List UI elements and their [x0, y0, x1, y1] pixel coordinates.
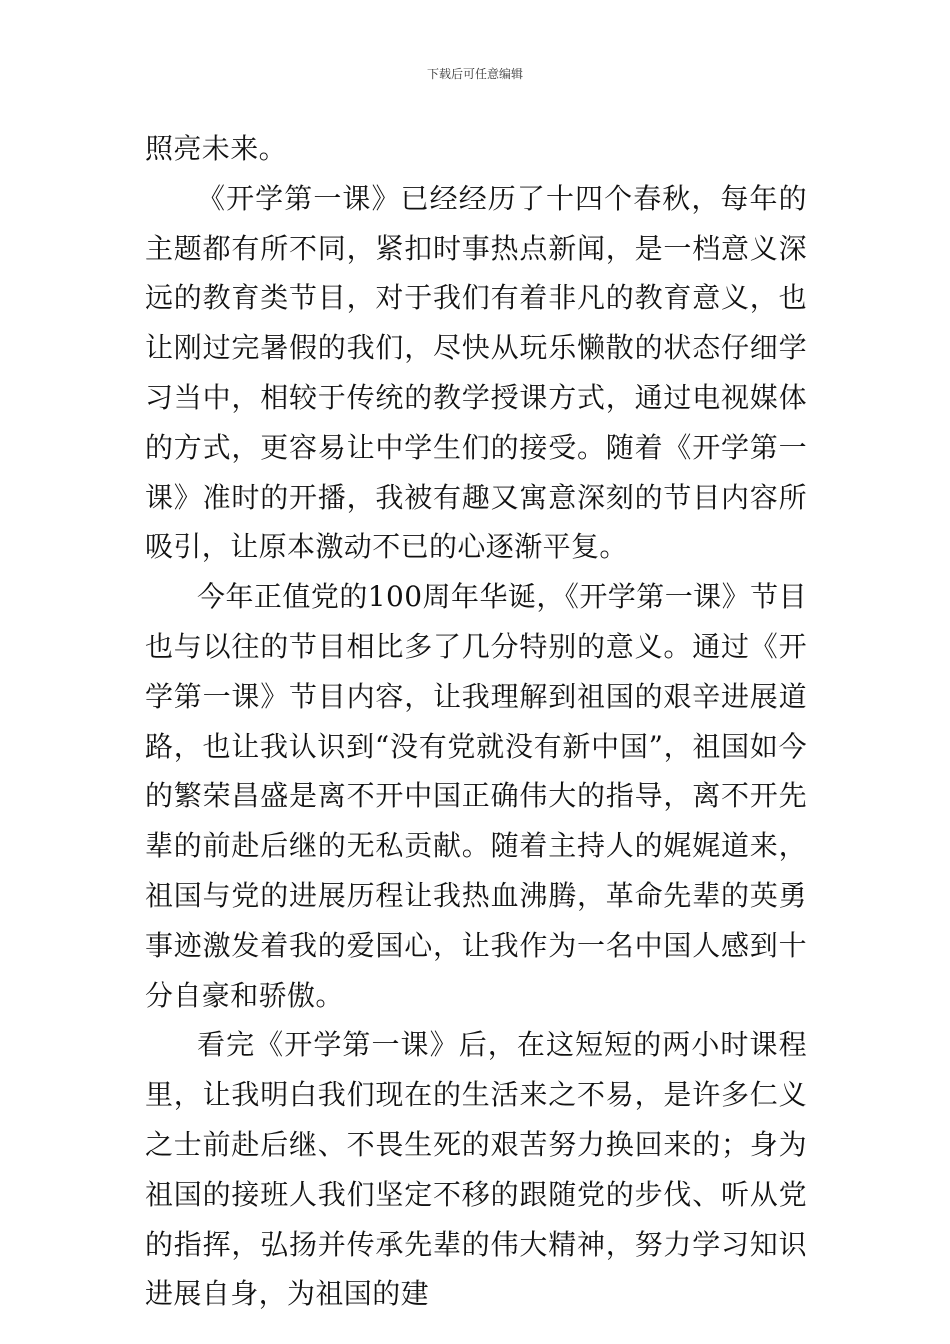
paragraph: 《开学第一课》已经经历了十四个春秋，每年的主题都有所不同，紧扣时事热点新闻，是一档意义深远的教育类节目，对于我们有着非凡的教育意义，也让刚过完暑假的我们，尽快从玩乐懒散的状态仔细学习当中，相较于传统的教学授课方式，通过电视媒体的方式，更容易让中学生们的接受。随着《开学第一课》准时的开播，我被有趣又寓意深刻的节目内容所吸引，让原本激动不已的心逐渐平复。 [145, 181, 807, 564]
paragraph: 今年正值党的100周年华诞，《开学第一课》节目也与以往的节目相比多了几分特别的意义。通过《开学第一课》节目内容，让我理解到祖国的艰辛进展道路，也让我认识到“没有党就没有新中国”，祖国如今的繁荣昌盛是离不开中国正确伟大的指导，离不开先辈的前赴后继的无私贡献。随着主持人的娓娓道来，祖国与党的进展历程让我热血沸腾，革命先辈的英勇事迹激发着我的爱国心，让我作为一名中国人感到十分自豪和骄傲。 [145, 580, 807, 1012]
page-header: 下载后可任意编辑 [426, 67, 523, 81]
document-body [145, 124, 807, 1319]
paragraph: 看完《开学第一课》后，在这短短的两小时课程里，让我明白我们现在的生活来之不易，是许多仁义之士前赴后继、不畏生死的艰苦努力换回来的；身为祖国的接班人我们坚定不移的跟随党的步伐、听从党的指挥，弘扬并传承先辈的伟大精神，努力学习知识进展自身，为祖国的建 [145, 1028, 807, 1311]
paragraph-continuation: 照亮未来。 [145, 132, 288, 165]
